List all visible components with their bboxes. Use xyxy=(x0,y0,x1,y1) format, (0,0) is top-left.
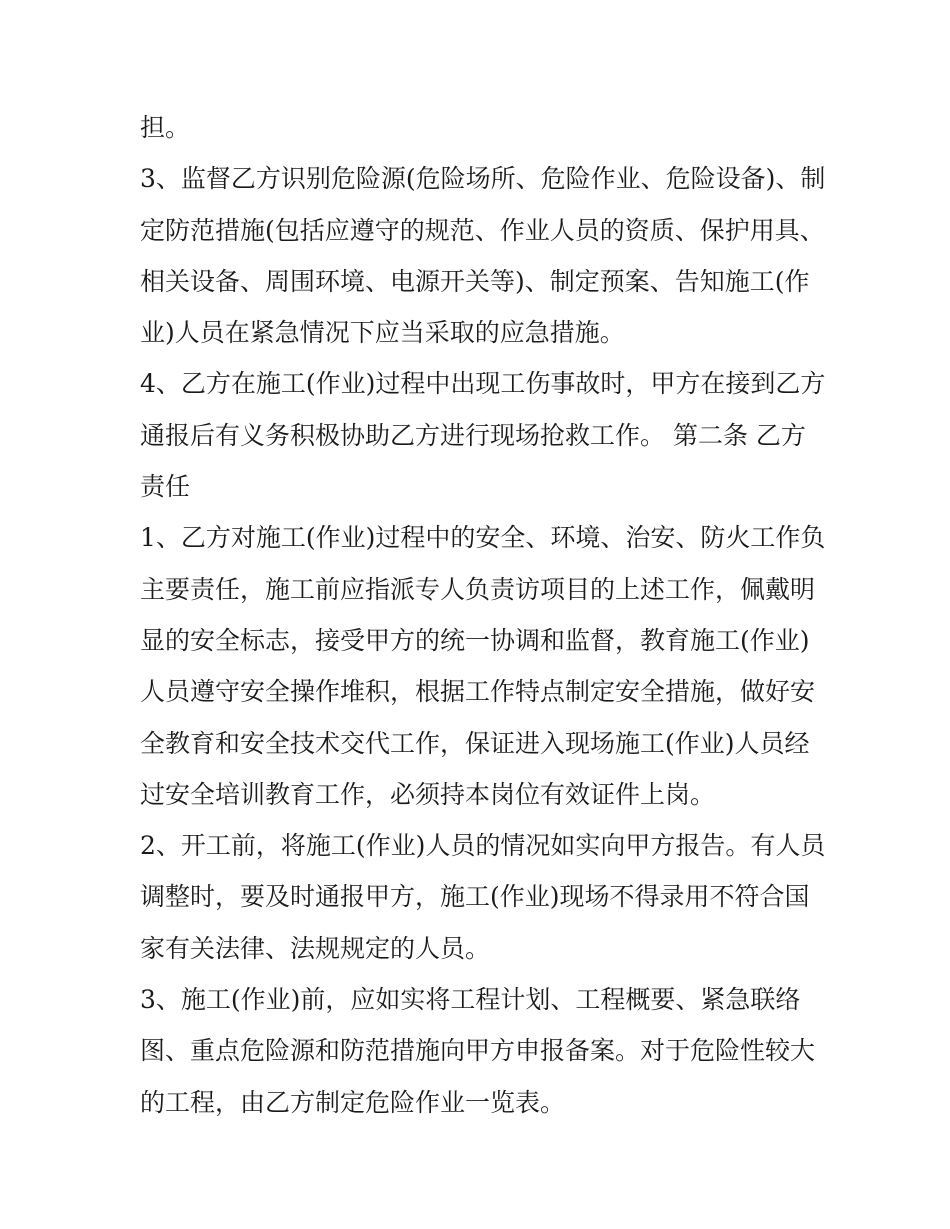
document-body xyxy=(140,102,830,1128)
paragraph-item-3-supervise: 3、监督乙方识别危险源(危险场所、危险作业、危险设备)、制定防范措施(包括应遵守的规范、作业人员的资质、保护用具、相关设备、周围环境、电源开关等)、制定预案、告知施工(作业)人员在紧急情况下应当采取的应急措施。 xyxy=(140,164,826,348)
paragraph-continuation: 担。 xyxy=(140,113,191,142)
paragraph-item-3-plan-filing: 3、施工(作业)前，应如实将工程计划、工程概要、紧急联络图、重点危险源和防范措施向甲方申报备案。对于危险性较大的工程，由乙方制定危险作业一览表。 xyxy=(140,985,816,1117)
paragraph-item-2-staff-report: 2、开工前，将施工(作业)人员的情况如实向甲方报告。有人员调整时，要及时通报甲方，施工(作业)现场不得录用不符合国家有关法律、法规规定的人员。 xyxy=(140,831,826,963)
paragraph-item-4-injury-assistance: 4、乙方在施工(作业)过程中出现工伤事故时，甲方在接到乙方通报后有义务积极协助乙方进行现场抢救工作。 第二条 乙方责任 xyxy=(140,369,826,502)
paragraph-item-1-responsibility: 1、乙方对施工(作业)过程中的安全、环境、治安、防火工作负主要责任，施工前应指派专人负责访项目的上述工作，佩戴明显的安全标志，接受甲方的统一协调和监督，教育施工(作业)人员遵守安全操作堆积，根据工作特点制定安全措施，做好安全教育和安全技术交代工作，保证进入现场施工(作业)人员经过安全培训教育工作，必须持本岗位有效证件上岗。 xyxy=(140,523,826,809)
